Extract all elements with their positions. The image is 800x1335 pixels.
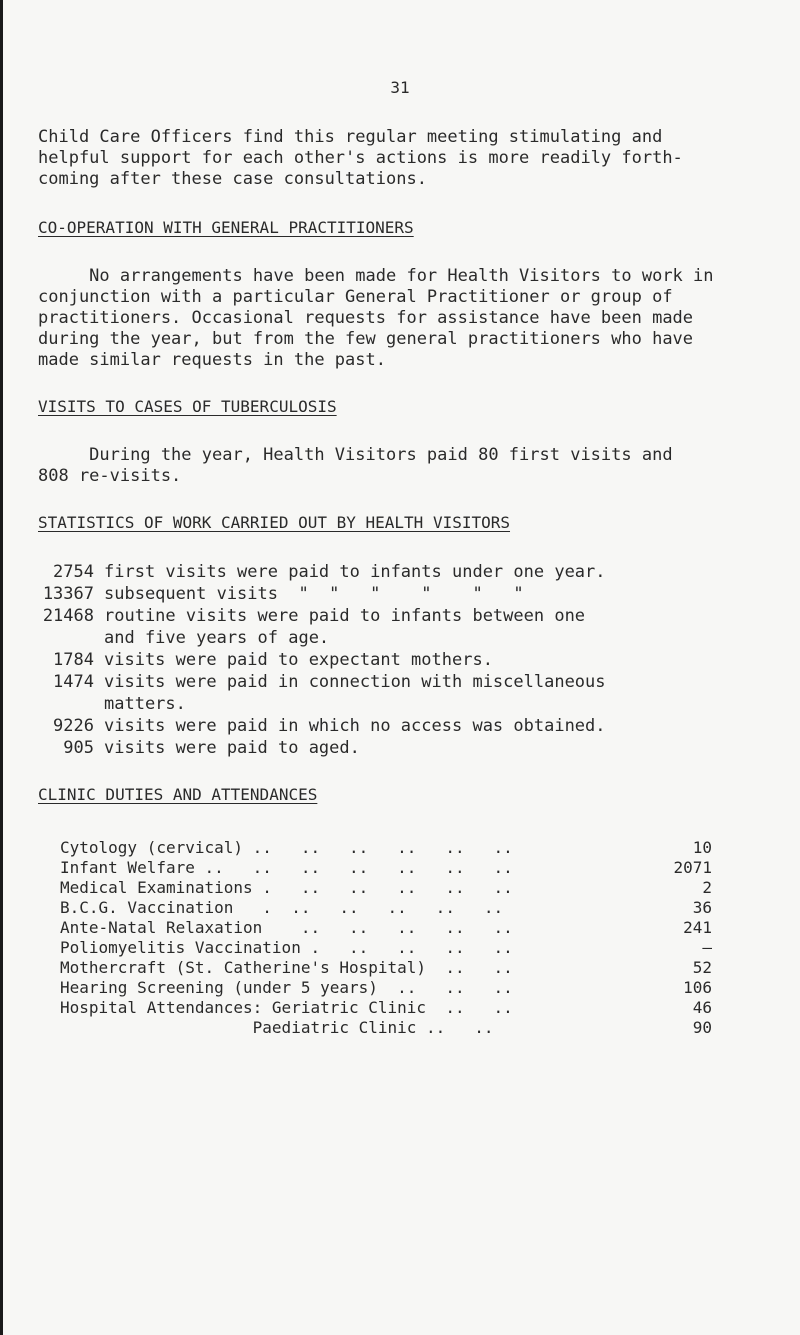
cooperation-line: practitioners. Occasional requests for assistance have been made: [38, 308, 694, 328]
clinic-label: Hospital Attendances: Geriatric Clinic .. ..: [60, 998, 513, 1017]
cooperation-line: during the year, but from the few general practitioners who have: [38, 329, 694, 349]
statistics-count: 2754: [53, 562, 94, 582]
clinic-label: Medical Examinations . .. .. .. .. ..: [60, 878, 513, 897]
clinic-value: 46: [692, 998, 712, 1017]
clinic-label: Paediatric Clinic .. ..: [60, 1018, 494, 1037]
statistics-description: subsequent visits " " " " " ": [104, 584, 524, 604]
clinic-value: 90: [692, 1018, 712, 1037]
statistics-description: visits were paid in connection with miscellaneous: [104, 672, 606, 692]
statistics-count: 1784: [53, 650, 94, 670]
clinic-value: 10: [692, 838, 712, 857]
clinic-label: B.C.G. Vaccination . .. .. .. .. ..: [60, 898, 504, 917]
statistics-description: first visits were paid to infants under one year.: [104, 562, 606, 582]
clinic-label: Hearing Screening (under 5 years) .. .. ..: [60, 978, 513, 997]
clinic-label: Cytology (cervical) .. .. .. .. .. ..: [60, 838, 513, 857]
statistics-count: 21468: [42, 606, 94, 626]
clinic-label: Ante-Natal Relaxation .. .. .. .. ..: [60, 918, 513, 937]
clinic-value: –: [702, 938, 712, 957]
page-edge-rule: [0, 0, 3, 1335]
statistics-count: 9226: [53, 716, 94, 736]
clinic-value: 241: [683, 918, 712, 937]
clinic-value: 36: [692, 898, 712, 917]
intro-line: helpful support for each other's actions is more readily forth-: [38, 148, 683, 168]
clinic-label: Poliomyelitis Vaccination . .. .. .. ..: [60, 938, 513, 957]
cooperation-line: made similar requests in the past.: [38, 350, 386, 370]
clinic-value: 2071: [673, 858, 712, 877]
statistics-description: matters.: [104, 694, 186, 714]
page-number: 31: [390, 78, 410, 97]
tuberculosis-line: During the year, Health Visitors paid 80 first visits and: [38, 445, 673, 465]
statistics-description: visits were paid to aged.: [104, 738, 360, 758]
tuberculosis-line: 808 re-visits.: [38, 466, 182, 486]
intro-line: coming after these case consultations.: [38, 169, 427, 189]
statistics-description: visits were paid in which no access was obtained.: [104, 716, 606, 736]
intro-line: Child Care Officers find this regular meeting stimulating and: [38, 127, 663, 147]
cooperation-line: No arrangements have been made for Health Visitors to work in: [38, 266, 714, 286]
clinic-value: 52: [692, 958, 712, 977]
section-heading-clinic: CLINIC DUTIES AND ATTENDANCES: [38, 785, 318, 804]
section-heading-cooperation: CO-OPERATION WITH GENERAL PRACTITIONERS: [38, 218, 414, 237]
clinic-value: 2: [702, 878, 712, 897]
statistics-count: 1474: [53, 672, 94, 692]
clinic-label: Mothercraft (St. Catherine's Hospital) .. ..: [60, 958, 513, 977]
clinic-label: Infant Welfare .. .. .. .. .. .. ..: [60, 858, 513, 877]
statistics-count: 905: [63, 738, 94, 758]
statistics-description: visits were paid to expectant mothers.: [104, 650, 493, 670]
statistics-description: and five years of age.: [104, 628, 330, 648]
statistics-count: 13367: [42, 584, 94, 604]
cooperation-line: conjunction with a particular General Practitioner or group of: [38, 287, 673, 307]
statistics-description: routine visits were paid to infants between one: [104, 606, 586, 626]
section-heading-statistics: STATISTICS OF WORK CARRIED OUT BY HEALTH VISITORS: [38, 513, 511, 532]
clinic-value: 106: [683, 978, 712, 997]
section-heading-tuberculosis: VISITS TO CASES OF TUBERCULOSIS: [38, 397, 337, 416]
